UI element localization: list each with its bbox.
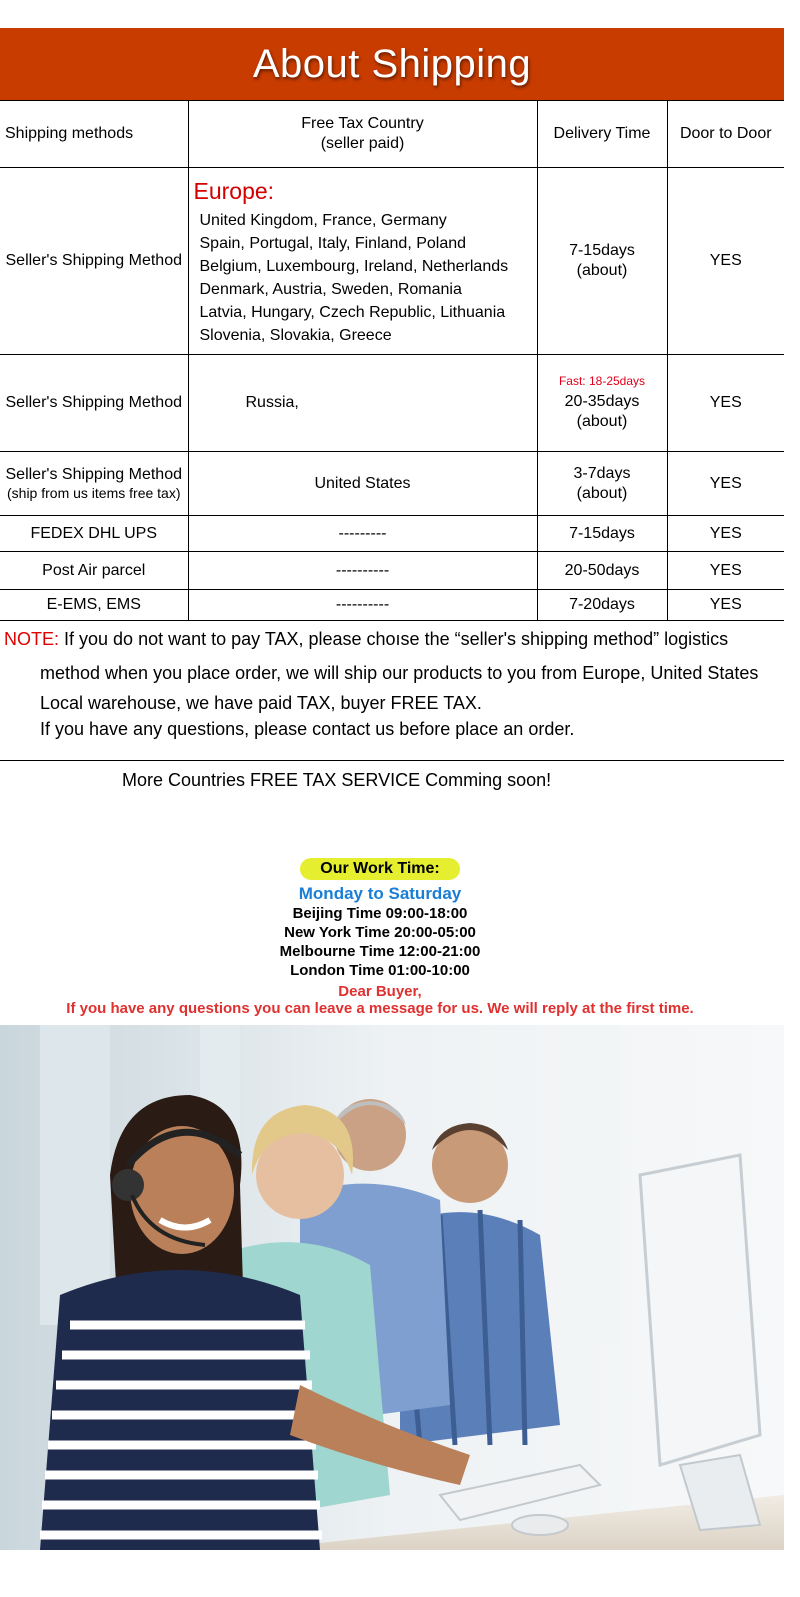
work-time-title: Our Work Time: [300,858,459,880]
customer-service-photo [0,1025,784,1550]
table-row-united-states [0,452,784,516]
table-row [0,516,784,552]
row-door: YES [667,590,784,621]
section-divider [0,760,784,761]
row-door: YES [667,552,784,590]
europe-country-line: Spain, Portugal, Italy, Finland, Poland [199,235,467,253]
russia-delivery-about: (about) [576,413,628,430]
row-method: Post Air parcel [0,552,188,590]
note-line4: If you have any questions, please contact us before place an order. [40,719,575,739]
new-york-time: New York Time 20:00-05:00 [284,924,476,941]
europe-country-line: Denmark, Austria, Sweden, Romania [199,281,462,299]
work-days: Monday to Saturday [298,884,462,903]
note-line3: Local warehouse, we have paid TAX, buyer FREE TAX. [40,693,482,713]
table-header-row [0,101,784,168]
row-method: FEDEX DHL UPS [0,516,188,552]
row-door: YES [667,516,784,552]
row-delivery: 7-15days [537,516,667,552]
header-free-tax-country [188,101,537,168]
us-method [0,452,188,516]
beijing-time: Beijing Time 09:00-18:00 [292,905,468,922]
russia-fast-delivery: Fast: 18-25days [558,374,646,388]
europe-delivery-about: (about) [576,262,628,279]
russia-country: Russia, [188,355,537,452]
europe-door: YES [667,168,784,355]
melbourne-time: Melbourne Time 12:00-21:00 [279,943,481,960]
us-method-line2: (ship from us items free tax) [7,484,181,501]
header-delivery-time: Delivery Time [537,101,667,168]
row-country: ---------- [188,552,537,590]
europe-countries-cell [188,168,537,355]
more-countries-text: More Countries FREE TAX SERVICE Comming soon! [122,770,552,790]
us-method-line1: Seller's Shipping Method [5,465,182,483]
us-country: United States [188,452,537,516]
note-label: NOTE: [4,629,60,649]
customer-service-agents-icon [0,1025,784,1550]
table-row-europe [0,168,784,355]
us-delivery-about: (about) [576,484,628,502]
russia-method: Seller's Shipping Method [0,355,188,452]
russia-delivery [537,355,667,452]
us-delivery [537,452,667,516]
note-text: If you do not want to pay TAX, please choıse the “seller's shipping method” logistics [59,629,729,649]
europe-country-line: Belgium, Luxembourg, Ireland, Netherlands [199,258,509,276]
header-country-line1: Free Tax Country [301,115,424,132]
about-shipping-banner [0,28,784,100]
us-door: YES [667,452,784,516]
header-door-to-door: Door to Door [667,101,784,168]
header-shipping-methods: Shipping methods [0,101,188,168]
us-delivery-days: 3-7days [573,464,631,482]
europe-delivery-days: 7-15days [569,242,635,259]
europe-title: Europe: [193,177,275,204]
russia-delivery-days: 20-35days [564,393,640,410]
header-country-line2: (seller paid) [320,135,405,152]
dear-buyer: Dear Buyer, [338,983,422,1000]
note-line1 [4,626,794,652]
europe-country-line: Slovenia, Slovakia, Greece [199,327,392,345]
europe-delivery [537,168,667,355]
table-row [0,590,784,621]
europe-method: Seller's Shipping Method [0,168,188,355]
table-row-russia [0,355,784,452]
row-delivery: 7-20days [537,590,667,621]
row-country: ---------- [188,590,537,621]
shipping-note [4,626,794,742]
contact-message: If you have any questions you can leave a message for us. We will reply at the first time. [66,1000,694,1017]
europe-country-line: United Kingdom, France, Germany [199,212,447,230]
work-time-section [0,858,760,1017]
banner-title: About Shipping [252,41,532,86]
london-time: London Time 01:00-10:00 [290,962,470,979]
row-method: E-EMS, EMS [0,590,188,621]
row-delivery: 20-50days [537,552,667,590]
table-row [0,552,784,590]
row-country: --------- [188,516,537,552]
europe-country-line: Latvia, Hungary, Czech Republic, Lithuania [199,304,506,322]
shipping-table [0,100,784,621]
note-line2: method when you place order, we will ship our products to you from Europe, United States [40,663,759,683]
russia-door: YES [667,355,784,452]
